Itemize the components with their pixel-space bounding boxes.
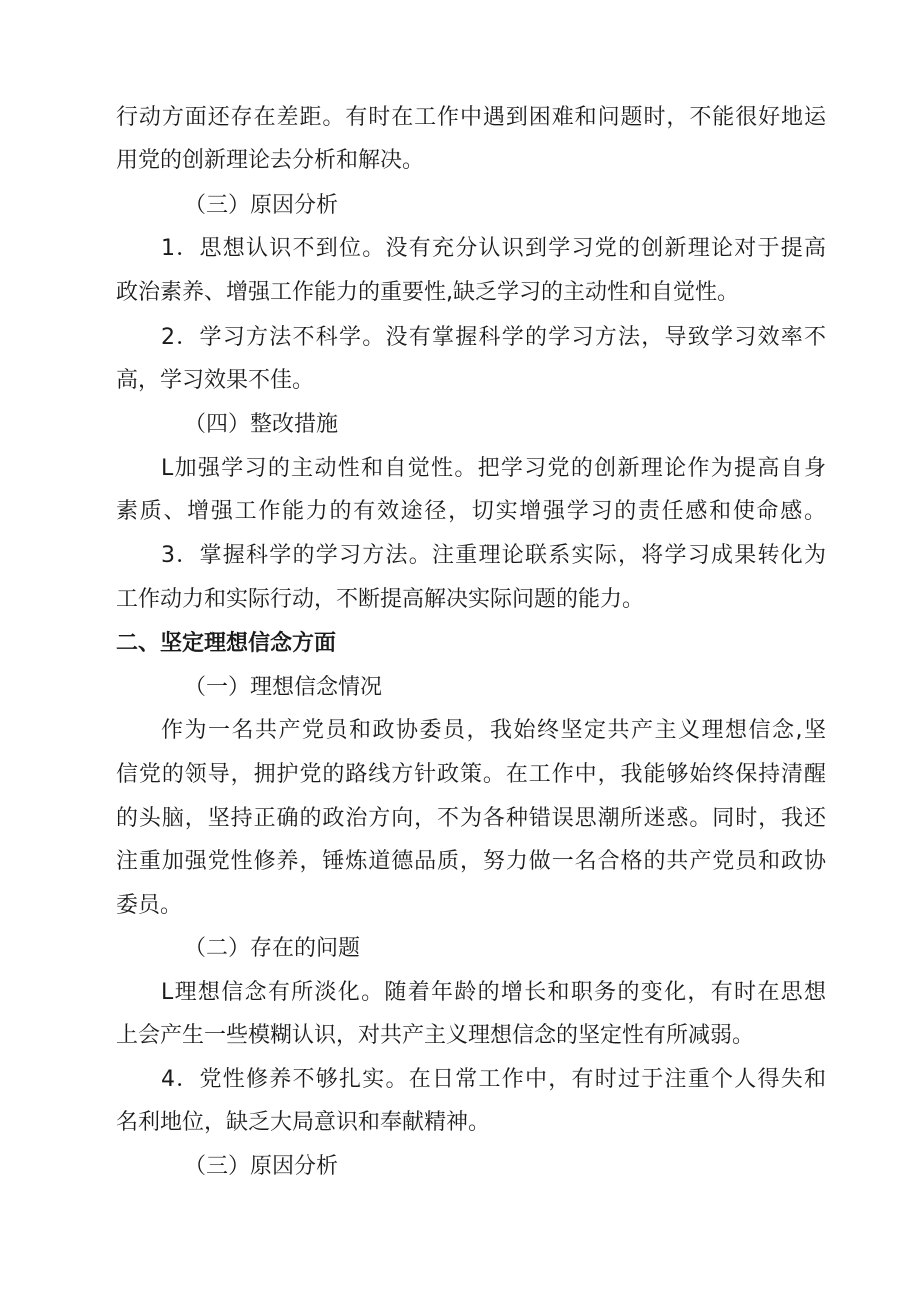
list-item-line: 素质、增强工作能力的有效途径，切实增强学习的责任感和使命感。 bbox=[116, 499, 826, 524]
paragraph-line: 的头脑，坚持正确的政治方向，不为各种错误思潮所迷惑。同时，我还 bbox=[116, 806, 826, 831]
paragraph-line: 信党的领导，拥护党的路线方针政策。在工作中，我能够始终保持清醒 bbox=[116, 762, 826, 787]
list-item-line: L加强学习的主动性和自觉性。把学习党的创新理论作为提高自身 bbox=[161, 456, 826, 481]
list-item-line: 名利地位，缺乏大局意识和奉献精神。 bbox=[116, 1110, 491, 1135]
section-heading: （一）理想信念情况 bbox=[184, 675, 383, 700]
list-item-line: 2．学习方法不科学。没有掌握科学的学习方法，导致学习效率不 bbox=[161, 325, 826, 350]
list-item-line: 1．思想认识不到位。没有充分认识到学习党的创新理论对于提高 bbox=[161, 236, 826, 261]
list-item-line: 上会产生一些模糊认识，对共产主义理想信念的坚定性有所减弱。 bbox=[116, 1023, 755, 1048]
section-heading: （二）存在的问题 bbox=[184, 936, 361, 961]
list-item-line: 工作动力和实际行动，不断提高解决实际问题的能力。 bbox=[116, 587, 645, 612]
section-heading: （三）原因分析 bbox=[184, 1154, 339, 1179]
paragraph-line: 委员。 bbox=[116, 893, 183, 918]
list-item-line: 3．掌握科学的学习方法。注重理论联系实际，将学习成果转化为 bbox=[161, 543, 826, 568]
section-heading: （四）整改措施 bbox=[184, 412, 339, 437]
list-item-line: 政治素养、增强工作能力的重要性,缺乏学习的主动性和自觉性。 bbox=[116, 280, 739, 305]
list-item-line: 高，学习效果不佳。 bbox=[116, 368, 315, 393]
paragraph-line: 用党的创新理论去分析和解决。 bbox=[116, 148, 425, 173]
section-heading: （三）原因分析 bbox=[184, 193, 339, 218]
paragraph-line: 作为一名共产党员和政协委员，我始终坚定共产主义理想信念,坚 bbox=[161, 718, 826, 743]
chapter-heading: 二、坚定理想信念方面 bbox=[116, 631, 337, 656]
paragraph-line: 注重加强党性修养，锤炼道德品质，努力做一名合格的共产党员和政协 bbox=[116, 849, 826, 874]
paragraph-line: 行动方面还存在差距。有时在工作中遇到困难和问题时，不能很好地运 bbox=[116, 105, 826, 130]
list-item-line: L理想信念有所淡化。随着年龄的增长和职务的变化，有时在思想 bbox=[161, 980, 826, 1005]
list-item-line: 4．党性修养不够扎实。在日常工作中，有时过于注重个人得失和 bbox=[161, 1067, 826, 1092]
